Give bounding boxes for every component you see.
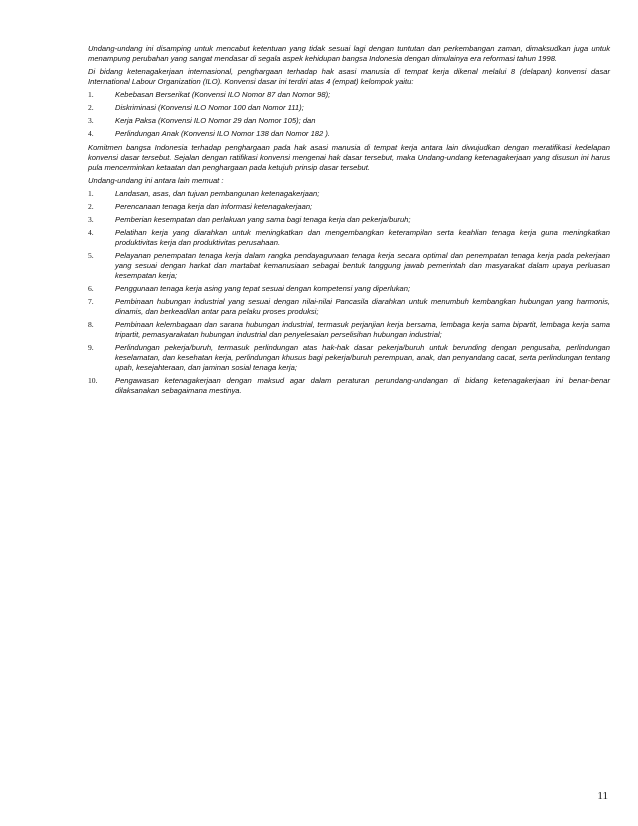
list-number: 2. <box>88 202 94 211</box>
list-item <box>88 116 610 126</box>
list-text: Kebebasan Berserikat (Konvensi ILO Nomor 87 dan Nomor 98); <box>115 90 331 99</box>
list-item <box>88 284 610 294</box>
law-contents-list <box>88 189 610 396</box>
list-item <box>88 189 610 199</box>
list-number: 5. <box>88 251 94 260</box>
list-item <box>88 320 610 340</box>
list-number: 4. <box>88 129 94 138</box>
document-body <box>88 44 610 400</box>
list-item <box>88 228 610 248</box>
list-text: Perlindungan Anak (Konvensi ILO Nomor 138 dan Nomor 182 ). <box>115 129 330 138</box>
paragraph-intro: Undang-undang ini disamping untuk mencabut ketentuan yang tidak sesuai lagi dengan tuntutan dan perkembangan zaman, dimaksudkan juga untuk menampung perubahan yang sangat mendasar di segala aspek kehidupan bangsa Indonesia dengan dimulainya era reformasi tahun 1998. <box>88 44 610 63</box>
list-item <box>88 376 610 396</box>
list-text: Pemberian kesempatan dan perlakuan yang sama bagi tenaga kerja dan pekerja/buruh; <box>115 215 411 224</box>
list-item <box>88 103 610 113</box>
list-number: 8. <box>88 320 94 329</box>
list-number: 9. <box>88 343 94 352</box>
list-number: 3. <box>88 215 94 224</box>
list-text: Pembinaan kelembagaan dan sarana hubungan industrial, termasuk perjanjian kerja bersama, lembaga kerja sama bipartit, lembaga kerja sama tripartit, pemasyarakatan hubungan industrial dan penyelesaian perselisihan hubungan industrial; <box>115 320 610 339</box>
list-text: Perlindungan pekerja/buruh, termasuk perlindungan atas hak-hak dasar pekerja/buruh untuk berunding dengan pengusaha, perlindungan keselamatan, dan kesehatan kerja, perlindungan khusus bagi pekerja/buruh perempuan, anak, dan penyandang cacat, serta perlindungan tentang upah, kesejahteraan, dan jaminan sosial tenaga kerja; <box>115 343 610 372</box>
list-number: 6. <box>88 284 94 293</box>
list-item <box>88 90 610 100</box>
list-item <box>88 343 610 373</box>
list-number: 3. <box>88 116 94 125</box>
list-text: Pelayanan penempatan tenaga kerja dalam rangka pendayagunaan tenaga kerja secara optimal dan penempatan tenaga kerja pada pekerjaan yang sesuai dengan harkat dan martabat kemanusiaan sebagai bentuk tanggung jawab pemerintah dan masyarakat dalam upaya perluasan kesempatan kerja; <box>115 251 610 280</box>
list-item <box>88 297 610 317</box>
list-item <box>88 251 610 281</box>
list-text: Diskriminasi (Konvensi ILO Nomor 100 dan Nomor 111); <box>115 103 304 112</box>
list-number: 2. <box>88 103 94 112</box>
paragraph-commitment: Komitmen bangsa Indonesia terhadap penghargaan pada hak asasi manusia di tempat kerja antara lain diwujudkan dengan meratifikasi kedelapan konvensi dasar tersebut. Sejalan dengan ratifikasi konvensi mengenai hak dasar tersebut, maka Undang-undang ketenagakerjaan yang disusun ini harus pula mencerminkan ketaatan dan penghargaan pada ketujuh prinsip dasar tersebut. <box>88 143 610 172</box>
list-number: 10. <box>88 376 98 385</box>
list-number: 4. <box>88 228 94 237</box>
list-text: Penggunaan tenaga kerja asing yang tepat sesuai dengan kompetensi yang diperlukan; <box>115 284 411 293</box>
page-number: 11 <box>597 790 608 802</box>
paragraph-ilo: Di bidang ketenagakerjaan internasional, penghargaan terhadap hak asasi manusia di tempat kerja dikenal melalui 8 (delapan) konvensi dasar International Labour Organization (ILO). Konvensi dasar ini terdiri atas 4 (empat) kelompok yaitu: <box>88 67 610 86</box>
list-text: Pelatihan kerja yang diarahkan untuk meningkatkan dan mengembangkan keterampilan serta keahlian tenaga kerja guna meningkatkan produktivitas kerja dan produktivitas perusahaan. <box>115 228 610 247</box>
list-item <box>88 202 610 212</box>
list-number: 7. <box>88 297 94 306</box>
paragraph-contents-intro: Undang-undang ini antara lain memuat : <box>88 176 224 185</box>
list-number: 1. <box>88 90 94 99</box>
list-text: Kerja Paksa (Konvensi ILO Nomor 29 dan Nomor 105); dan <box>115 116 316 125</box>
list-number: 1. <box>88 189 94 198</box>
list-text: Perencanaan tenaga kerja dan informasi ketenagakerjaan; <box>115 202 313 211</box>
list-item <box>88 129 610 139</box>
list-text: Pengawasan ketenagakerjaan dengan maksud agar dalam peraturan perundang-undangan di bidang ketenagakerjaan ini benar-benar dilaksanakan sebagaimana mestinya. <box>115 376 610 395</box>
list-item <box>88 215 610 225</box>
list-text: Landasan, asas, dan tujuan pembangunan ketenagakerjaan; <box>115 189 320 198</box>
ilo-convention-list <box>88 90 610 139</box>
list-text: Pembinaan hubungan industrial yang sesuai dengan nilai-nilai Pancasila diarahkan untuk menumbuh kembangkan hubungan yang harmonis, dinamis, dan berkeadilan antar para pelaku proses produksi; <box>115 297 610 316</box>
